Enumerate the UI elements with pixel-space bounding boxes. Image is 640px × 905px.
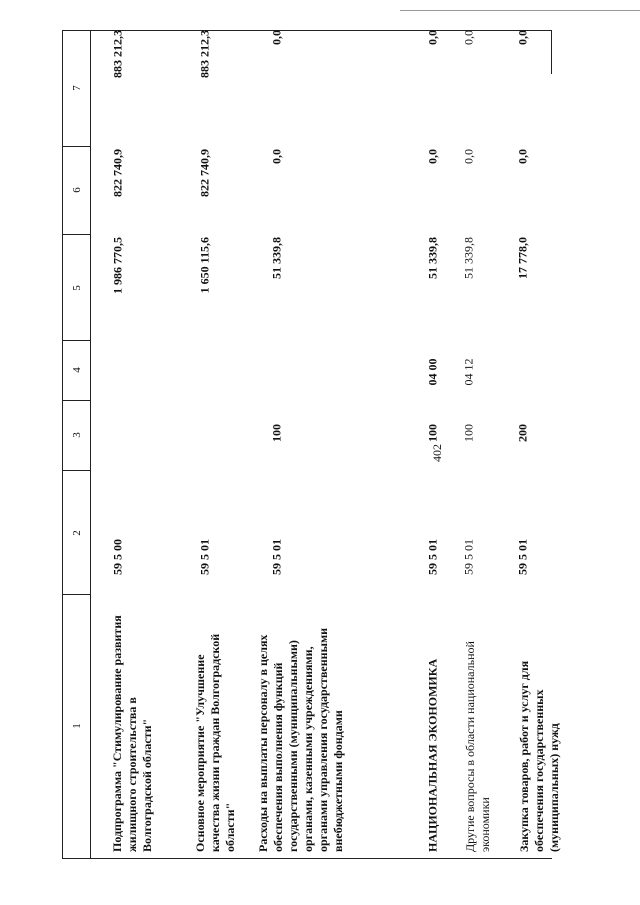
row-4-rzpr: 04 12 [461, 358, 476, 386]
row-2-name: Расходы на выплаты персоналу в целях обеспечения выполнения функций государственными (муниципальными) органами, казенными учреждениями, органами управления государственными внебюджетными фондами [256, 627, 345, 852]
row-3-vr: 100 [425, 424, 440, 442]
row-5-v6: 0,0 [515, 149, 530, 164]
table-header-right-border [90, 30, 91, 858]
page-number: 402 [430, 444, 444, 462]
row-1-name: Основное мероприятие "Улучшение качества жизни граждан Волгоградской области" [193, 633, 237, 852]
col-header-5: 5 [71, 285, 83, 291]
top-rule [400, 10, 640, 11]
row-1-v5: 1 650 115,6 [197, 237, 212, 294]
row-4-v5: 51 339,8 [461, 237, 476, 279]
row-0-v5: 1 986 770,5 [110, 237, 125, 294]
row-4-v6: 0,0 [461, 149, 476, 164]
row-4-v7: 0,0 [461, 30, 476, 45]
row-0-code: 59 5 00 [110, 539, 125, 575]
row-5-v5: 17 778,0 [515, 237, 530, 279]
col-header-6: 6 [71, 187, 83, 193]
table-right-edge-fragment [551, 30, 552, 74]
table-header-left-border [62, 30, 63, 858]
row-0-v7: 883 212,3 [110, 30, 125, 78]
col-header-4: 4 [71, 367, 83, 373]
col-header-3: 3 [71, 432, 83, 438]
row-3-code: 59 5 01 [425, 539, 440, 575]
col-divider-2-3 [62, 470, 90, 471]
col-divider-5-6 [62, 234, 90, 235]
row-2-vr: 100 [269, 424, 284, 442]
row-5-v7: 0,0 [515, 30, 530, 45]
row-4-vr: 100 [461, 424, 476, 442]
col-divider-6-7 [62, 146, 90, 147]
row-3-rzpr: 04 00 [425, 358, 440, 386]
row-1-code: 59 5 01 [197, 539, 212, 575]
row-4-name: Другие вопросы в области национальной экономики [463, 641, 492, 852]
row-1-v6: 822 740,9 [197, 149, 212, 197]
row-0-name: Подпрограмма "Стимулирование развития жилищного строительства в Волгоградской области" [110, 615, 154, 852]
row-2-v7: 0,0 [269, 30, 284, 45]
row-4-code: 59 5 01 [461, 539, 476, 575]
row-2-v5: 51 339,8 [269, 237, 284, 279]
row-5-name: Закупка товаров, работ и услуг для обеспечения государственных (муниципальных) нужд [517, 660, 561, 852]
table-bottom-border [62, 858, 552, 859]
col-header-2: 2 [71, 530, 83, 536]
col-header-1: 1 [71, 723, 83, 729]
row-3-name: НАЦИОНАЛЬНАЯ ЭКОНОМИКА [425, 658, 440, 852]
col-divider-1-2 [62, 594, 90, 595]
row-3-v6: 0,0 [425, 149, 440, 164]
row-2-code: 59 5 01 [269, 539, 284, 575]
row-0-v6: 822 740,9 [110, 149, 125, 197]
col-header-7: 7 [71, 85, 83, 91]
table-top-border [62, 30, 552, 31]
row-3-v7: 0,0 [425, 30, 440, 45]
row-1-v7: 883 212,3 [197, 30, 212, 78]
row-5-code: 59 5 01 [515, 539, 530, 575]
row-2-v6: 0,0 [269, 149, 284, 164]
row-5-vr: 200 [515, 424, 530, 442]
col-divider-3-4 [62, 400, 90, 401]
row-3-v5: 51 339,8 [425, 237, 440, 279]
